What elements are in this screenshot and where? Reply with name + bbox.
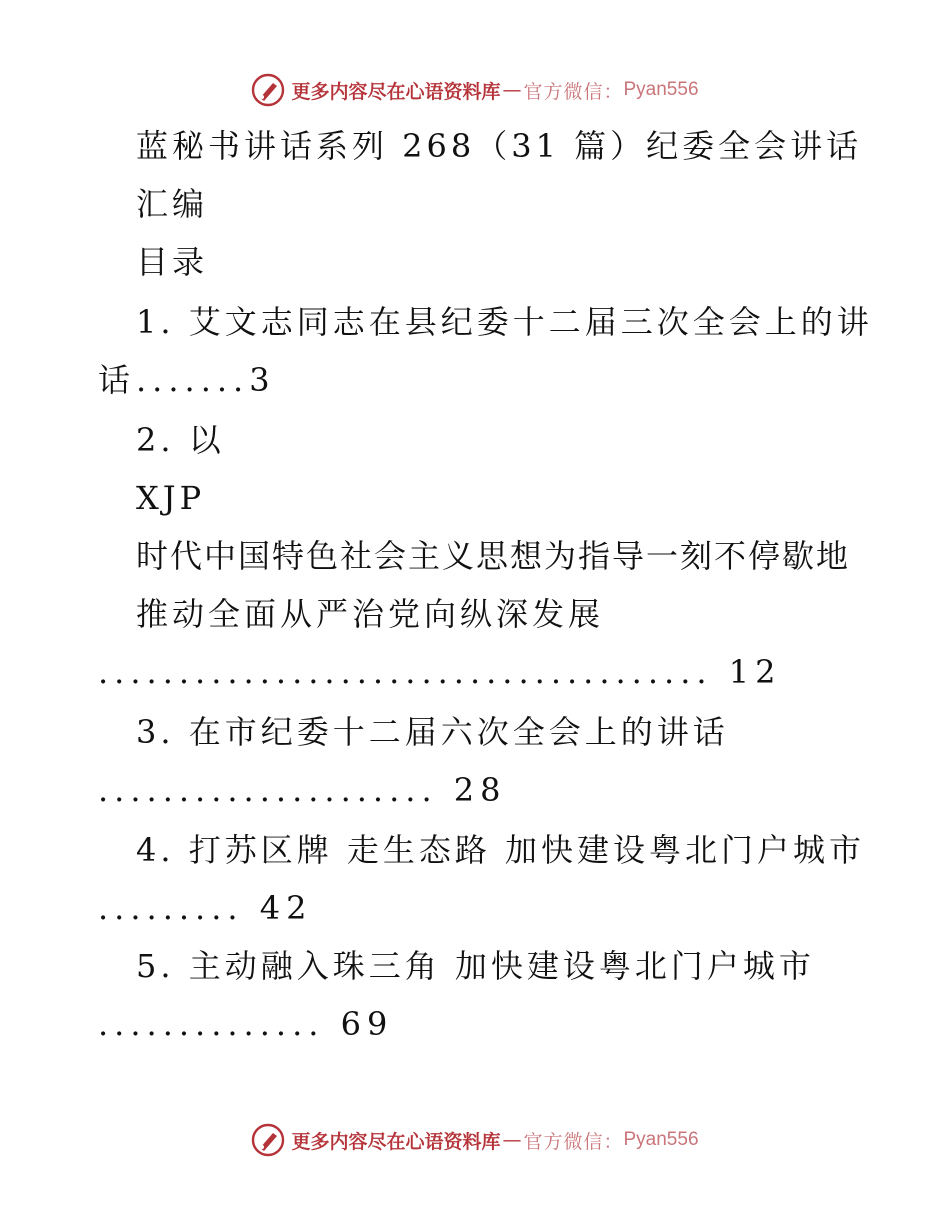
watermark-wechat-label: 官方微信： xyxy=(523,1130,624,1153)
toc-entry-4-page: ......... 42 xyxy=(98,889,313,927)
toc-entry-2-title-cont: XJP xyxy=(136,479,206,517)
doc-title-line1: 蓝秘书讲话系列 268（31 篇）纪委全会讲话 xyxy=(136,127,863,165)
watermark-banner-bottom xyxy=(0,1118,950,1162)
watermark-brand: 更多内容尽在心语资料库 xyxy=(291,80,501,103)
pen-logo-icon xyxy=(251,1123,285,1157)
watermark-wechat-id: Pyan556 xyxy=(623,79,699,100)
toc-entry-2-title-cont2: 时代中国特色社会主义思想为指导一刻不停歇地 xyxy=(136,537,851,575)
watermark-brand: 更多内容尽在心语资料库 xyxy=(291,1130,501,1153)
toc-entry-3-page: ..................... 28 xyxy=(98,771,507,809)
toc-entry-1-page: 话.......3 xyxy=(98,361,276,399)
toc-entry-2-page: ...................................... 12 xyxy=(98,653,782,691)
watermark-dash: — xyxy=(502,79,522,101)
toc-entry-3-title: 3. 在市纪委十二届六次全会上的讲话 xyxy=(136,713,729,751)
watermark-wechat-id: Pyan556 xyxy=(623,1129,699,1150)
toc-heading: 目录 xyxy=(136,243,209,281)
toc-entry-2-title: 2. 以 xyxy=(136,421,225,459)
watermark-dash: — xyxy=(502,1129,522,1151)
toc-entry-4-title: 4. 打苏区牌 走生态路 加快建设粤北门户城市 xyxy=(136,831,866,869)
toc-entry-1-title: 1. 艾文志同志在县纪委十二届三次全会上的讲 xyxy=(136,303,873,341)
watermark-banner-top xyxy=(0,68,950,112)
watermark-wechat-label: 官方微信： xyxy=(523,80,624,103)
doc-title-line2: 汇编 xyxy=(136,185,209,223)
pen-logo-icon xyxy=(251,73,285,107)
toc-entry-2-title-cont3: 推动全面从严治党向纵深发展 xyxy=(136,595,605,633)
toc-entry-5-title: 5. 主动融入珠三角 加快建设粤北门户城市 xyxy=(136,947,815,985)
toc-entry-5-page: .............. 69 xyxy=(98,1005,394,1043)
